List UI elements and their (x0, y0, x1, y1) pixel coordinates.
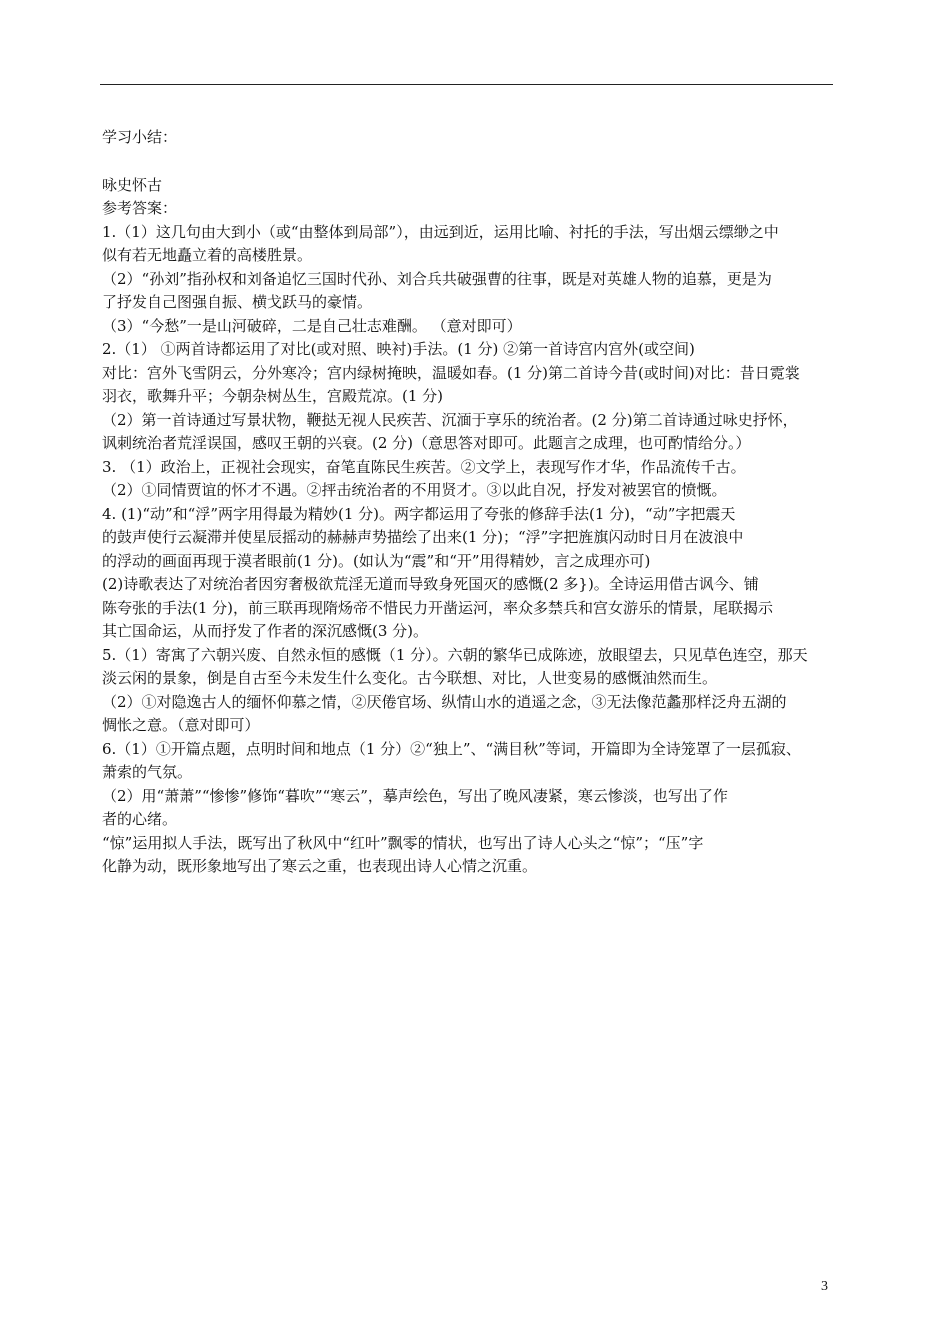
answer-line: 5.（1）寄寓了六朝兴废、自然永恒的感慨（1 分）。六朝的繁华已成陈迹，放眼望去，只见草色连空，那天 (102, 645, 808, 664)
spacer (102, 150, 837, 174)
answer-line: 者的心绪。 (102, 810, 178, 828)
answer-line: “惊”运用拟人手法，既写出了秋风中“红叶”飘零的情状，也写出了诗人心头之“惊”；“压”字 (102, 833, 704, 852)
answer-line: （2）①同情贾谊的怀才不遇。②抨击统治者的不用贤才。③以此自况，抒发对被罢官的愤慨。 (102, 481, 727, 499)
document-body (102, 126, 837, 879)
answer-line: （2）用“萧萧”“惨惨”修饰“暮吹”“寒云”，摹声绘色，写出了晚风凄紧，寒云惨淡，也写出了作 (102, 786, 728, 805)
answer-line: 了抒发自己图强自振、横戈跃马的豪情。 (102, 293, 373, 311)
answer-line: 化静为动，既形象地写出了寒云之重，也表现出诗人心情之沉重。 (102, 857, 538, 875)
answer-line: 其亡国命运，从而抒发了作者的深沉感慨(3 分)。 (102, 622, 429, 640)
topic-heading: 咏史怀古 (102, 175, 163, 194)
answer-line: 的鼓声使行云凝滞并使星辰摇动的赫赫声势描绘了出来(1 分)；“浮”字把旌旗闪动时日月在波浪中 (102, 528, 744, 546)
answer-line: 2.（1） ①两首诗都运用了对比(或对照、映衬)手法。(1 分) ②第一首诗宫内宫外(或空间) (102, 340, 695, 358)
answer-line: 3. （1）政治上，正视社会现实，奋笔直陈民生疾苦。②文学上，表现写作才华，作品流传千古。 (102, 457, 746, 476)
answer-line: 6.（1）①开篇点题，点明时间和地点（1 分）②“独上”、“满目秋”等词，开篇即为全诗笼罩了一层孤寂、 (102, 739, 801, 758)
answer-line: 对比：宫外飞雪阴云，分外寒冷；宫内绿树掩映，温暖如春。(1 分)第二首诗今昔(或时间)对比：昔日霓裳 (102, 363, 800, 382)
answer-line: 萧索的气氛。 (102, 763, 193, 781)
answer-line: 羽衣，歌舞升平；今朝杂树丛生，宫殿荒凉。(1 分) (102, 387, 444, 405)
answer-line: （3）“今愁”一是山河破碎，二是自己壮志难酬。 （意对即可） (102, 316, 522, 335)
answer-line: 1.（1）这几句由大到小（或“由整体到局部”），由远到近，运用比喻、衬托的手法，写出烟云缥缈之中 (102, 222, 779, 241)
answers-heading: 参考答案： (102, 199, 178, 217)
answer-line: 惆怅之意。（意对即可） (102, 716, 260, 734)
answer-line: 似有若无地矗立着的高楼胜景。 (102, 246, 313, 264)
answer-line: 淡云闲的景象，倒是自古至今未发生什么变化。古今联想、对比，人世变易的感慨油然而生。 (102, 669, 718, 687)
answer-line: 陈夸张的手法(1 分)，前三联再现隋炀帝不惜民力开凿运河，率众多禁兵和宫女游乐的情景，尾联揭示 (102, 598, 774, 617)
answer-line: (2)诗歌表达了对统治者因穷奢极欲荒淫无道而导致身死国灭的感慨(2 多})。全诗运用借古讽今、铺 (102, 575, 759, 593)
answer-line: 讽刺统治者荒淫误国，感叹王朝的兴衰。(2 分)（意思答对即可。此题言之成理，也可酌情给分。） (102, 434, 751, 452)
header-rule (100, 84, 833, 85)
answer-line: 4. (1)“动”和“浮”两字用得最为精妙(1 分)。两字都运用了夸张的修辞手法(1 分)，“动”字把震天 (102, 504, 736, 523)
summary-heading: 学习小结： (102, 128, 178, 146)
answer-line: （2）第一首诗通过写景状物，鞭挞无视人民疾苦、沉湎于享乐的统治者。(2 分)第二首诗通过咏史抒怀， (102, 410, 798, 429)
answer-line: （2）“孙刘”指孙权和刘备追忆三国时代孙、刘合兵共破强曹的往事，既是对英雄人物的追慕，更是为 (102, 269, 772, 288)
answer-line: 的浮动的画面再现于漠者眼前(1 分)。(如认为“震”和“开”用得精妙，言之成理亦可) (102, 551, 651, 570)
page-number: 3 (821, 1279, 828, 1294)
answer-line: （2）①对隐逸古人的缅怀仰慕之情，②厌倦官场、纵情山水的逍遥之念，③无法像范蠡那样泛舟五湖的 (102, 692, 787, 711)
